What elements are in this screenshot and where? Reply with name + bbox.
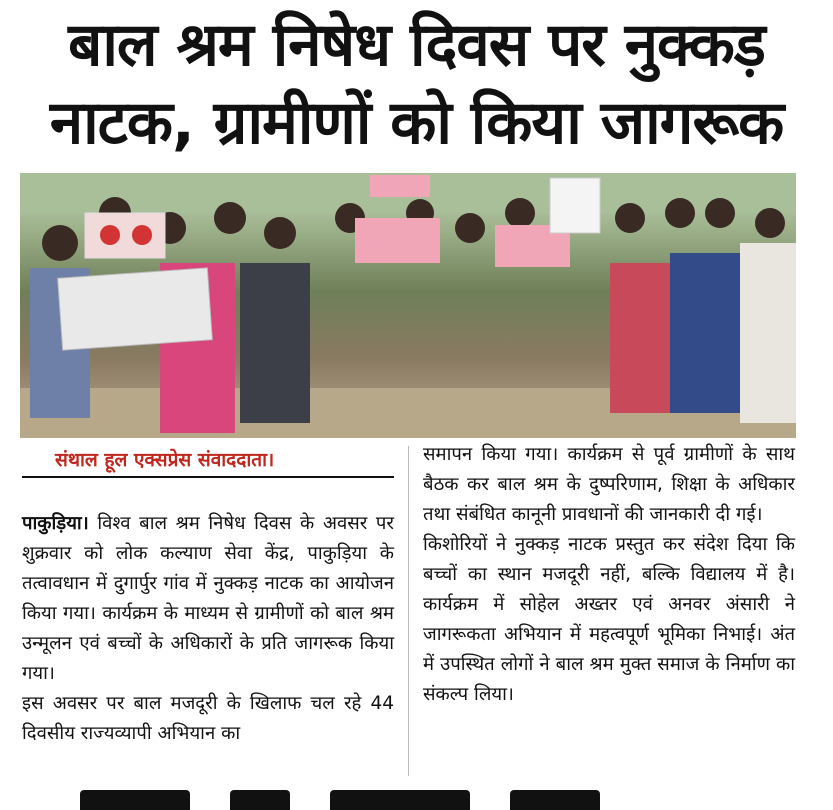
article-column-right (423, 440, 795, 710)
headline-line-2: नाटक, ग्रामीणों को किया जागरूक (49, 88, 784, 158)
byline-underline (22, 476, 394, 478)
photo-scene (20, 173, 796, 438)
news-photo (20, 173, 796, 438)
column-divider (408, 446, 409, 776)
dateline: पाकुड़िया। (22, 513, 89, 534)
article-paragraph-3: समापन किया गया। कार्यक्रम से पूर्व ग्रामीणों के साथ बैठक कर बाल श्रम के दुष्परिणाम, शिक्षा के अधिकार तथा संबंधित कानूनी प्रावधानों की जानकारी दी गई। (423, 444, 795, 525)
article-paragraph-1 (22, 509, 394, 689)
article-column-left (22, 509, 394, 749)
headline (0, 6, 833, 162)
article-paragraph-4: किशोरियों ने नुक्कड़ नाटक प्रस्तुत कर संदेश दिया कि बच्चों का स्थान मजदूरी नहीं, बल्कि विद्यालय में है। कार्यक्रम में सोहेल अख्तर एवं अनवर अंसारी ने जागरूकता अभियान में महत्वपूर्ण भूमिका निभाई। अंत में उपस्थित लोगों ने बाल श्रम मुक्त समाज के निर्माण का संकल्प लिया। (423, 534, 795, 705)
paragraph-1-text: विश्व बाल श्रम निषेध दिवस के अवसर पर शुक्रवार को लोक कल्याण सेवा केंद्र, पाकुड़िया के तत्वावधान में दुगार्पुर गांव में नुक्कड़ नाटक का आयोजन किया गया। कार्यक्रम के माध्यम से ग्रामीणों को बाल श्रम उन्मूलन एवं बच्चों के अधिकारों के प्रति जागरूक किया गया। (22, 513, 394, 684)
article-paragraph-2: इस अवसर पर बाल मजदूरी के खिलाफ चल रहे 44 दिवसीय राज्यव्यापी अभियान का (22, 693, 394, 744)
next-headline-cropped (80, 790, 700, 810)
byline: संथाल हूल एक्सप्रेस संवाददाता। (55, 449, 275, 471)
headline-line-1: बाल श्रम निषेध दिवस पर नुक्कड़ (68, 10, 765, 80)
